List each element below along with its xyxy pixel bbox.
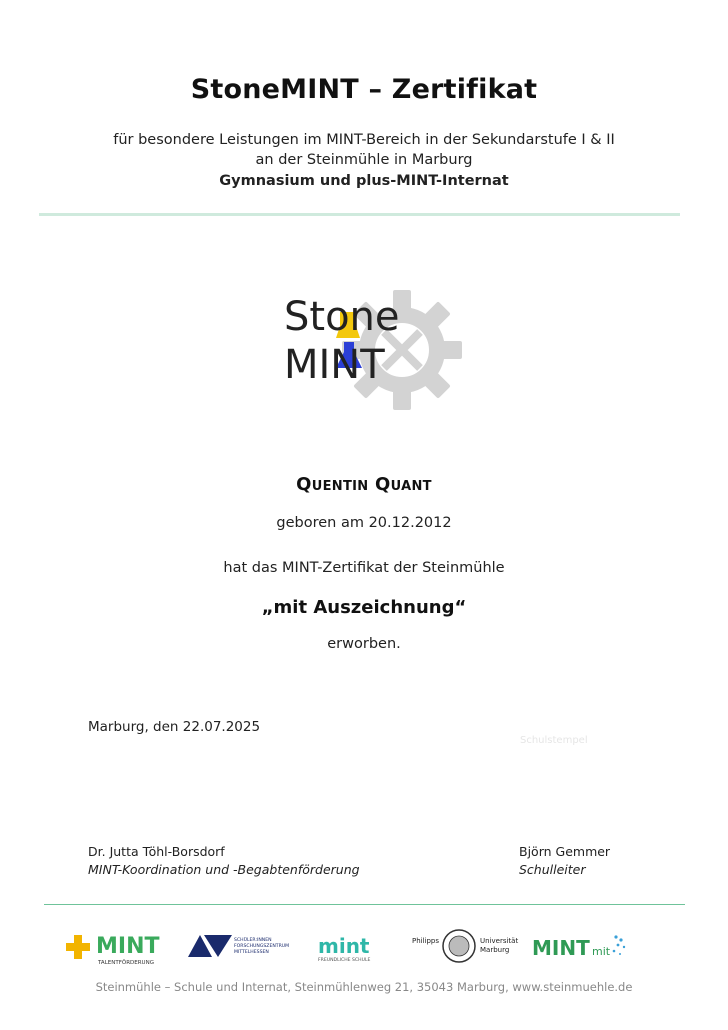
place-and-date: Marburg, den 22.07.2025 [88,719,261,735]
svg-text:MITTELHESSEN: MITTELHESSEN [234,950,269,955]
school-stamp-placeholder: Schulstempel [520,735,588,746]
footer-address: Steinmühle – Schule und Internat, Steinmühlenweg 21, 35043 Marburg, www.steinmuehle.de [95,980,633,994]
bottom-divider [44,904,685,905]
signatory-right-role: Schulleiter [519,862,586,877]
svg-text:FORSCHUNGSZENTRUM: FORSCHUNGSZENTRUM [234,944,290,949]
svg-text:Universität: Universität [480,937,519,945]
sfz-triangle-icon [188,935,232,957]
logo-word-stone: Stone [284,294,400,340]
recipient-name: Quentin Quant [296,474,432,495]
subtitle-line-1: für besondere Leistungen im MINT-Bereich in der Sekundarstufe I & II [113,132,615,148]
partner-logos [66,925,666,971]
plus-icon [66,935,90,959]
svg-text:Marburg: Marburg [480,946,510,954]
distinction-text: „mit Auszeichnung“ [261,597,467,618]
birth-date-line: geboren am 20.12.2012 [276,515,452,531]
svg-text:mint: mint [318,934,370,958]
subtitle-line-2: an der Steinmühle in Marburg [255,152,473,168]
plus-mint-logo [66,934,160,966]
subtitle-line-3: Gymnasium und plus-MINT-Internat [219,173,509,189]
svg-text:SCHÜLER:INNEN: SCHÜLER:INNEN [234,938,272,943]
signatory-right-name: Björn Gemmer [519,844,611,859]
certificate-title: StoneMINT – Zertifikat [190,74,538,105]
stonemint-logo [278,282,468,422]
svg-text:MINT: MINT [96,934,160,959]
svg-text:FREUNDLICHE SCHULE: FREUNDLICHE SCHULE [318,958,371,963]
mint-friendly-school-logo [318,934,371,963]
svg-text:mit: mit [592,945,611,958]
university-marburg-logo [412,930,518,962]
acquired-text: erworben. [327,636,401,652]
top-divider [39,213,680,216]
svg-text:TALENTFÖRDERUNG: TALENTFÖRDERUNG [98,960,154,966]
logo-word-mint: MINT [284,342,385,388]
certificate-statement: hat das MINT-Zertifikat der Steinmühle [223,560,505,576]
svg-text:Philipps: Philipps [412,937,440,945]
signatory-left-role: MINT-Koordination und -Begabtenförderung [88,862,360,877]
dots-icon [613,935,626,955]
signatory-left-name: Dr. Jutta Töhl-Borsdorf [88,844,225,859]
sfz-logo [188,935,289,957]
svg-text:MINT: MINT [532,936,590,960]
mintmit-logo [532,935,625,960]
